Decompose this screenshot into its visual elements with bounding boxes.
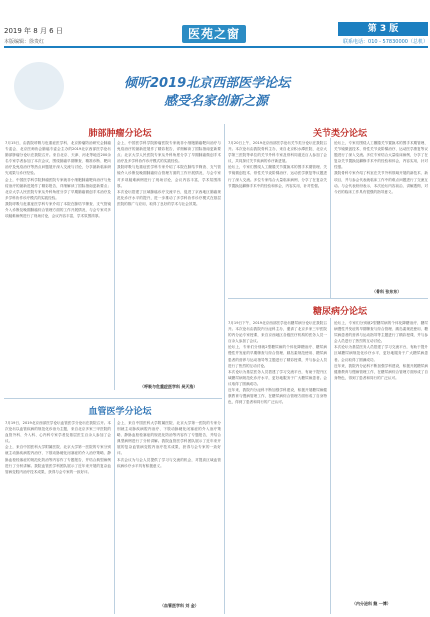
- paragraph: 本次会议为与会人员提供了学习与交流的机会，对提高区域血管疾病诊疗水平具有积极意义。: [117, 457, 221, 468]
- paragraph: 会上，来自中国医科大学附属医院、北京大学第一医院的专家分别就主动脉疾病腔内治疗、下肢动脉硬化闭塞症的介入治疗策略、静脉血栓栓塞症的规范化防治等内容作了专题报告，并结合典型病例进行了分析讲解。我院血管医学科团队展示了近年来开展的复杂血管病变腔内治疗技术成果，获得与会专家的一致好评。: [117, 421, 221, 456]
- section-title-joint: 关节类分论坛: [312, 129, 367, 139]
- paragraph: 会上，中国医学科学院肿瘤医院专家就非小细胞肺癌靶向治疗与免疫治疗的最新进展作了精彩报告，详细解读了国际指南更新要点；北京大学人民医院专家从外科角度分享了早期肺癌微创手术治疗及多学科协作诊疗模式的实践经验。: [117, 141, 221, 164]
- column-separator: [330, 138, 331, 298]
- article-column: [334, 320, 428, 594]
- author-signature: （呼吸与危重症医学科 吴天浩）: [140, 384, 198, 389]
- paragraph: 论坛上，专家们分别就2型糖尿病的个体化降糖治疗、糖尿病慢性并发症的早期筛查与综合管理、胰岛素规范使用、糖尿病患者的营养与运动指导等主题进行了精彩授课，并与参会人员进行了热烈的互动讨论。: [334, 321, 428, 344]
- paragraph: 会上，来自中国医科大学附属医院、北京大学第一医院的专家分别就主动脉疾病腔内治疗、下肢动脉硬化闭塞症的介入治疗策略、静脉血栓栓塞症的规范化防治等内容作了专题报告，并结合典型病例进行了分析讲解。我院血管医学科团队展示了近年来开展的复杂血管病变腔内治疗技术成果，获得与会专家的一致好评。: [5, 445, 111, 474]
- column-separator: [114, 418, 115, 614]
- paragraph: 我院呼吸与危重症医学科专家介绍了本院在肺结节筛查、支气管镜介入诊断及晚期肺癌综合管理方面的工作开展情况，与会专家对多项疑难病例进行了现场讨论，会议内容丰富，学术氛围浓厚。: [117, 165, 221, 188]
- paragraph: 本次论坛为基层医务人员搭建了学习交流平台，有助于提升区域糖尿病规范化诊疗水平，更好地服务于广大糖尿病患者。会议取得了圆满成功。: [228, 369, 327, 386]
- section-title-vascular: 血管医学分论坛: [88, 407, 152, 417]
- paragraph: 近年来，我院内分泌科不断加强学科建设，积极开展糖尿病健康教育与慢病管理工作，在糖尿病综合管理方面形成了自身特色，得到了患者和同行的广泛认可。: [334, 363, 428, 380]
- contact-phone: 联系电话：010 - 57830000（总机）: [343, 39, 428, 45]
- issue-date: 2019 年 8 月 6 日: [4, 27, 63, 35]
- section-title: 医苑之窗: [182, 25, 246, 43]
- banner-line-2: 感受名家创新之源: [164, 94, 269, 109]
- paragraph: 会上，中国医学科学院肿瘤医院专家就非小细胞肺癌靶向治疗与免疫治疗的最新进展作了精彩报告，详细解读了国际指南更新要点；北京大学人民医院专家从外科角度分享了早期肺癌微创手术治疗及多学科协作诊疗模式的实践经验。: [5, 177, 111, 200]
- paragraph: 论坛上，专家们围绕人工髋膝关节置换术的围手术期管理、关节镜微创技术、骨性关节炎阶梯治疗、运动医学康复等议题进行了深入交流。多位专家结合大量临床病例，分享了在复杂关节置换及翻修手术中的经验和体会，内容实用，针对性强。: [334, 141, 428, 170]
- paragraph: 我院骨科专家介绍了科室在关节外科领域开展的新技术、新项目，并与参会代表就临床工作中的难点问题进行了交流互动。与会代表纷纷表示，本次论坛内容前沿、讲解透彻，对今后的临床工作具有很强的指导意义。: [334, 171, 428, 194]
- banner-line-1: 倾听2019北京西部医学论坛: [124, 76, 291, 91]
- article-column: [334, 140, 428, 286]
- column-separator: [330, 318, 331, 614]
- paragraph: 论坛上，专家们围绕人工髋膝关节置换术的围手术期管理、关节镜微创技术、骨性关节炎阶梯治疗、运动医学康复等议题进行了深入交流。多位专家结合大量临床病例，分享了在复杂关节置换及翻修手术中的经验和体会，内容实用，针对性强。: [228, 165, 327, 188]
- column-separator: [114, 138, 115, 390]
- newspaper-header: [0, 0, 430, 48]
- section-divider: [4, 398, 222, 399]
- paragraph: 7月19日下午，2019北京西部医学论坛糖尿病分论坛在我院召开。本次论坛由我院内分泌科主办，邀请了北京多家三甲医院的内分泌专家授课，来自京西地区各级医疗机构的医务人员一百余人参加了会议。: [228, 321, 327, 344]
- article-column: [228, 320, 327, 612]
- header-divider: [4, 46, 428, 48]
- paragraph: 近年来，我院内分泌科不断加强学科建设，积极开展糖尿病健康教育与慢病管理工作，在糖尿病综合管理方面形成了自身特色，得到了患者和同行的广泛认可。: [228, 388, 327, 405]
- column-separator: [224, 124, 225, 614]
- article-column: [5, 420, 111, 612]
- section-title-lung-tumor: 肺部肿瘤分论坛: [88, 129, 152, 139]
- page-number: 第 3 版: [338, 22, 428, 36]
- paragraph: 我院呼吸与危重症医学科专家介绍了本院在肺结节筛查、支气管镜介入诊断及晚期肺癌综合管理方面的工作开展情况，与会专家对多项疑难病例进行了现场讨论，会议内容丰富，学术氛围浓厚。: [5, 201, 111, 219]
- paragraph: 7月19日，2019北京西部医学论坛血管医学分论坛在我院召开。本次论坛以血管疾病的规范化诊治为主题，来自北京多家三甲医院的血管外科、介入科、心内科专家学者及基层医生百余人参加了会议。: [5, 421, 111, 444]
- editor-credit: 本版编辑：徐贵红: [4, 39, 45, 45]
- paragraph: 7月20日上午，2019北京西部医学论坛关节类分论坛在我院召开。本次论坛由我院骨科主办，来自北京积水潭医院、北京大学第三医院等单位的关节外科专家及骨科同道近百人参加了会议，共同探讨关节疾病的诊疗新进展。: [228, 141, 327, 164]
- banner-decoration: [14, 62, 64, 110]
- section-title-diabetes: 糖尿病分论坛: [312, 307, 367, 317]
- author-signature: （内分泌科 鲍 一博）: [352, 601, 391, 606]
- article-column: [117, 140, 221, 380]
- paragraph: 本次论坛为基层医务人员搭建了学习交流平台，有助于提升区域糖尿病规范化诊疗水平，更好地服务于广大糖尿病患者。会议取得了圆满成功。: [334, 345, 428, 362]
- headline-banner: [4, 58, 426, 118]
- author-signature: （骨科 张东东）: [372, 289, 402, 294]
- paragraph: 7月15日，由我院呼吸与危重症医学科、北京肿瘤防治研究会肺癌专委会、北京医师协会肺癌专委会主办的2019北京西部医学论坛肺部肿瘤分论坛在我院召开。来自北京、天津、河北等地近200余名专家学者参加了本次会议，围绕肺癌早期筛查、精准诊断、靶向治疗及免疫治疗等热点问题展开深入交流与讨论，分享最新临床研究成果与诊疗经验。: [5, 141, 111, 176]
- author-signature: （血管医学科 刘 金）: [160, 603, 199, 608]
- article-column: [117, 420, 221, 598]
- paragraph: 本次论坛搭建了区域肺癌诊疗交流平台，促进了京西地区肺癌规范化诊疗水平的提升，进一步推动了多学科协作诊疗模式在基层医院的推广与应用，取得了良好的学术与社会效果。: [117, 189, 221, 206]
- paragraph: 论坛上，专家们分别就2型糖尿病的个体化降糖治疗、糖尿病慢性并发症的早期筛查与综合管理、胰岛素规范使用、糖尿病患者的营养与运动指导等主题进行了精彩授课，并与参会人员进行了热烈的互动讨论。: [228, 345, 327, 368]
- article-column: [5, 140, 111, 390]
- section-divider: [228, 298, 428, 299]
- article-column: [228, 140, 327, 298]
